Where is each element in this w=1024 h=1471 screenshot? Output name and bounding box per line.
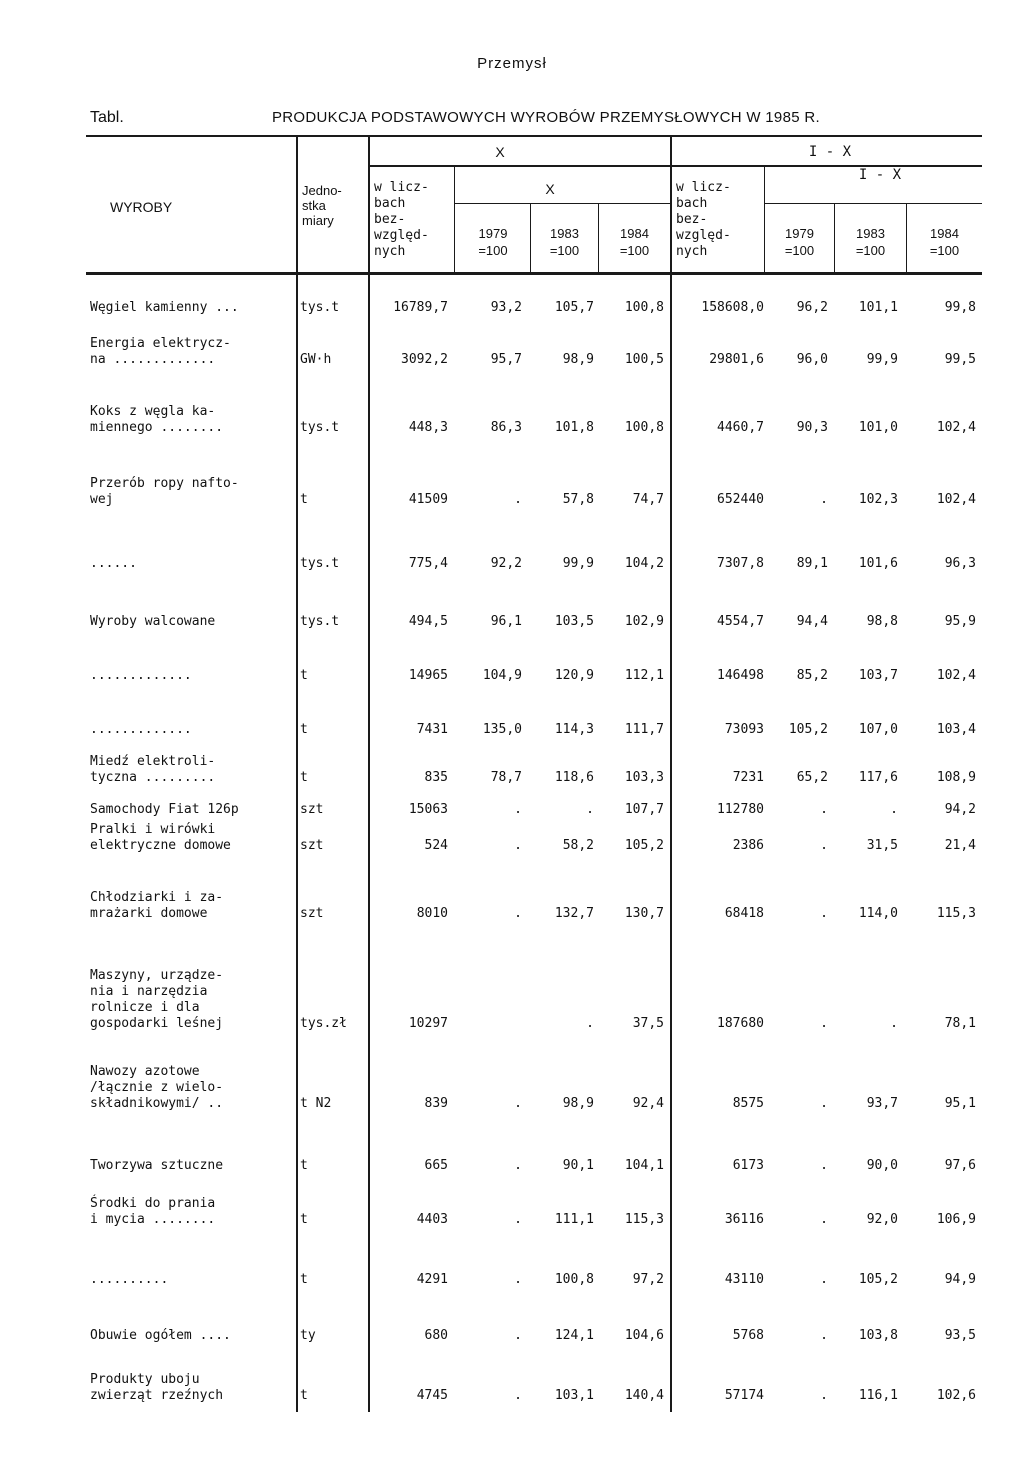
row-unit: ty [300, 1328, 316, 1343]
table-cell: 102,4 [936, 668, 976, 683]
table-cell: 68418 [724, 906, 764, 921]
table-cell: 104,1 [624, 1158, 664, 1173]
table-cell: . [514, 492, 522, 507]
table-cell: . [586, 802, 594, 817]
header-1979-x: 1979 =100 [478, 226, 508, 258]
row-label: Chłodziarki i za- mrażarki domowe [90, 890, 224, 921]
row-unit: t [300, 770, 308, 785]
table-cell: 10297 [408, 1016, 448, 1031]
row-label: Miedź elektroli- tyczna ......... [90, 754, 216, 785]
table-cell: 3092,2 [401, 352, 448, 367]
rule-x-sub [454, 203, 670, 204]
row-label: Koks z węgla ka- miennego ........ [90, 404, 224, 435]
table-cell: 29801,6 [709, 352, 764, 367]
table-cell: 115,3 [624, 1212, 664, 1227]
table-cell: . [820, 838, 828, 853]
table-cell: 94,4 [796, 614, 828, 629]
header-1983-x: 1983 =100 [549, 226, 580, 258]
row-unit: t [300, 668, 308, 683]
row-label: Produkty uboju zwierząt rzeźnych [90, 1372, 224, 1403]
table-cell: 65,2 [796, 770, 828, 785]
header-absolute-x: w licz- bach bez- względ- nych [374, 180, 429, 259]
table-cell: 36116 [724, 1212, 764, 1227]
table-cell: 16789,7 [393, 300, 448, 315]
rule-ix-group [672, 165, 982, 167]
table-cell: 130,7 [624, 906, 664, 921]
table-cell: . [514, 802, 522, 817]
table-cell: 78,1 [944, 1016, 976, 1031]
row-label: Maszyny, urządze- nia i narzędzia rolnicze i dla gospodarki leśnej [90, 968, 224, 1031]
rule-v-products [296, 137, 298, 1412]
table-cell: 100,8 [554, 1272, 594, 1287]
table-cell: 57,8 [562, 492, 594, 507]
rule-v-h1 [454, 167, 455, 272]
table-cell: 835 [424, 770, 448, 785]
table-cell: 98,9 [562, 352, 594, 367]
table-cell: 103,7 [858, 668, 898, 683]
table-cell: 90,1 [562, 1158, 594, 1173]
table-cell: 124,1 [554, 1328, 594, 1343]
table-cell: 120,9 [554, 668, 594, 683]
table-cell: 4745 [416, 1388, 448, 1403]
table-cell: . [820, 906, 828, 921]
row-label: Przerób ropy nafto- wej [90, 476, 239, 507]
table-cell: 839 [424, 1096, 448, 1111]
header-1983-ix: 1983 =100 [855, 226, 886, 258]
table-cell: 102,4 [936, 492, 976, 507]
table-cell: . [820, 492, 828, 507]
table-cell: 4460,7 [717, 420, 764, 435]
row-unit: t [300, 722, 308, 737]
table-cell: 103,3 [624, 770, 664, 785]
table-cell: 106,9 [936, 1212, 976, 1227]
row-label: Samochody Fiat 126p [90, 802, 239, 817]
table-cell: . [514, 1272, 522, 1287]
table-cell: . [820, 1096, 828, 1111]
table-cell: 775,4 [408, 556, 448, 571]
row-unit: t [300, 1388, 308, 1403]
table-cell: 118,6 [554, 770, 594, 785]
row-unit: t N2 [300, 1096, 332, 1111]
table-cell: . [820, 802, 828, 817]
table-cell: 14965 [408, 668, 448, 683]
table-cell: 100,5 [624, 352, 664, 367]
table-cell: 6173 [732, 1158, 764, 1173]
table-cell: 85,2 [796, 668, 828, 683]
page-header: Przemysł [477, 55, 547, 72]
table-cell: 96,3 [944, 556, 976, 571]
table-cell: 100,8 [624, 300, 664, 315]
table-cell: . [514, 1388, 522, 1403]
table-cell: 95,1 [944, 1096, 976, 1111]
table-cell: 57174 [724, 1388, 764, 1403]
table-cell: 103,1 [554, 1388, 594, 1403]
table-cell: 43110 [724, 1272, 764, 1287]
table-cell: 73093 [724, 722, 764, 737]
table-cell: 112780 [717, 802, 764, 817]
table-cell: 92,0 [866, 1212, 898, 1227]
table-cell: 117,6 [858, 770, 898, 785]
table-cell: 105,2 [788, 722, 828, 737]
row-unit: tys.t [300, 420, 340, 435]
table-cell: 99,9 [562, 556, 594, 571]
table-cell: 111,7 [624, 722, 664, 737]
table-cell: . [586, 1016, 594, 1031]
table-cell: 15063 [408, 802, 448, 817]
table-cell: . [820, 1016, 828, 1031]
table-cell: 107,7 [624, 802, 664, 817]
table-cell: 2386 [732, 838, 764, 853]
table-cell: 99,9 [866, 352, 898, 367]
row-unit: tys.t [300, 556, 340, 571]
table-cell: 132,7 [554, 906, 594, 921]
row-unit: szt [300, 838, 324, 853]
table-label: Tabl. [90, 109, 124, 126]
table-cell: 86,3 [490, 420, 522, 435]
table-cell: 58,2 [562, 838, 594, 853]
table-cell: 100,8 [624, 420, 664, 435]
table-cell: 680 [424, 1328, 448, 1343]
table-cell: . [820, 1212, 828, 1227]
table-cell: 4291 [416, 1272, 448, 1287]
row-label: ............. [90, 722, 192, 737]
table-cell: 116,1 [858, 1388, 898, 1403]
table-cell: 74,7 [632, 492, 664, 507]
table-cell: 96,2 [796, 300, 828, 315]
row-label: Obuwie ogółem .... [90, 1328, 231, 1343]
table-cell: 101,8 [554, 420, 594, 435]
table-cell: . [890, 802, 898, 817]
table-cell: 101,6 [858, 556, 898, 571]
table-cell: . [514, 1158, 522, 1173]
table-cell: 98,8 [866, 614, 898, 629]
table-cell: 103,4 [936, 722, 976, 737]
header-sub-ix: I - X [858, 167, 902, 183]
table-cell: 92,4 [632, 1096, 664, 1111]
table-cell: 135,0 [482, 722, 522, 737]
table-cell: 114,3 [554, 722, 594, 737]
row-label: Środki do prania i mycia ........ [90, 1196, 216, 1227]
table-cell: . [514, 906, 522, 921]
table-cell: 111,1 [554, 1212, 594, 1227]
table-cell: 78,7 [490, 770, 522, 785]
table-cell: 96,0 [796, 352, 828, 367]
table-cell: 101,1 [858, 300, 898, 315]
row-unit: szt [300, 802, 324, 817]
table-cell: 5768 [732, 1328, 764, 1343]
table-cell: 95,9 [944, 614, 976, 629]
table-cell: 90,0 [866, 1158, 898, 1173]
row-unit: tys.t [300, 300, 340, 315]
table-cell: 652440 [717, 492, 764, 507]
row-unit: t [300, 1272, 308, 1287]
table-cell: 101,0 [858, 420, 898, 435]
table-cell: 494,5 [408, 614, 448, 629]
table-cell: 37,5 [632, 1016, 664, 1031]
table-cell: 102,6 [936, 1388, 976, 1403]
table-cell: 8010 [416, 906, 448, 921]
row-unit: t [300, 1158, 308, 1173]
header-1984-ix: 1984 =100 [929, 226, 960, 258]
table-cell: 104,6 [624, 1328, 664, 1343]
table-cell: 94,9 [944, 1272, 976, 1287]
table-cell: 103,5 [554, 614, 594, 629]
rule-ix-sub [764, 203, 982, 204]
table-cell: 90,3 [796, 420, 828, 435]
row-label: ............. [90, 668, 192, 683]
table-cell: 4403 [416, 1212, 448, 1227]
table-cell: 112,1 [624, 668, 664, 683]
table-cell: . [514, 838, 522, 853]
table-cell: 7231 [732, 770, 764, 785]
table-title: PRODUKCJA PODSTAWOWYCH WYROBÓW PRZEMYSŁOWYCH W 1985 R. [272, 109, 820, 126]
table-cell: . [820, 1328, 828, 1343]
table-cell: 97,2 [632, 1272, 664, 1287]
table-cell: 7431 [416, 722, 448, 737]
table-cell: 7307,8 [717, 556, 764, 571]
table-cell: 107,0 [858, 722, 898, 737]
rule-v-x [670, 137, 672, 1412]
table-cell: 8575 [732, 1096, 764, 1111]
rule-x-group [368, 165, 670, 167]
table-cell: 4554,7 [717, 614, 764, 629]
table-cell: 89,1 [796, 556, 828, 571]
table-cell: 105,2 [858, 1272, 898, 1287]
table-cell: 102,3 [858, 492, 898, 507]
header-products: WYROBY [110, 199, 173, 215]
table-cell: 105,7 [554, 300, 594, 315]
table-cell: . [890, 1016, 898, 1031]
table-cell: . [514, 1212, 522, 1227]
header-period-ix: I - X [808, 144, 852, 160]
header-absolute-ix: w licz- bach bez- względ- nych [676, 180, 731, 259]
table-cell: 94,2 [944, 802, 976, 817]
table-cell: 104,2 [624, 556, 664, 571]
table-cell: 102,4 [936, 420, 976, 435]
row-unit: tys.t [300, 614, 340, 629]
table-cell: 96,1 [490, 614, 522, 629]
table-cell: 93,2 [490, 300, 522, 315]
table-cell: 102,9 [624, 614, 664, 629]
table-cell: 98,9 [562, 1096, 594, 1111]
table-cell: . [820, 1272, 828, 1287]
header-unit: Jedno- stka miary [302, 183, 342, 228]
row-label: Pralki i wirówki elektryczne domowe [90, 822, 231, 853]
table-cell: 97,6 [944, 1158, 976, 1173]
table-cell: 21,4 [944, 838, 976, 853]
row-label: Węgiel kamienny ... [90, 300, 239, 315]
rule-top [86, 135, 982, 137]
table-cell: 158608,0 [701, 300, 764, 315]
rule-header-bottom [86, 272, 982, 275]
row-unit: szt [300, 906, 324, 921]
table-cell: 95,7 [490, 352, 522, 367]
table-cell: 104,9 [482, 668, 522, 683]
header-sub-x: X [545, 181, 555, 197]
table-cell: 115,3 [936, 906, 976, 921]
table-cell: 140,4 [624, 1388, 664, 1403]
table-cell: 448,3 [408, 420, 448, 435]
table-cell: 99,8 [944, 300, 976, 315]
row-unit: t [300, 1212, 308, 1227]
table-cell: 92,2 [490, 556, 522, 571]
table-cell: . [820, 1388, 828, 1403]
table-cell: 105,2 [624, 838, 664, 853]
table-cell: 103,8 [858, 1328, 898, 1343]
table-cell: . [820, 1158, 828, 1173]
table-cell: 665 [424, 1158, 448, 1173]
row-label: Tworzywa sztuczne [90, 1158, 224, 1173]
table-cell: 114,0 [858, 906, 898, 921]
table-cell: . [514, 1096, 522, 1111]
table-cell: 99,5 [944, 352, 976, 367]
row-unit: tys.zł [300, 1016, 347, 1031]
table-cell: 524 [424, 838, 448, 853]
table-cell: 146498 [717, 668, 764, 683]
table-cell: 108,9 [936, 770, 976, 785]
table-cell: 93,5 [944, 1328, 976, 1343]
row-label: Nawozy azotowe /łącznie z wielo- składnikowymi/ .. [90, 1064, 224, 1111]
row-label: ...... [90, 556, 137, 571]
row-label: .......... [90, 1272, 169, 1287]
header-period-x: X [495, 144, 505, 160]
table-cell: 31,5 [866, 838, 898, 853]
table-cell: . [514, 1328, 522, 1343]
header-1984-x: 1984 =100 [619, 226, 650, 258]
row-label: Energia elektrycz- na ............. [90, 336, 231, 367]
row-unit: t [300, 492, 308, 507]
header-1979-ix: 1979 =100 [784, 226, 815, 258]
table-cell: 41509 [408, 492, 448, 507]
table-cell: 93,7 [866, 1096, 898, 1111]
row-unit: GW·h [300, 352, 332, 367]
table-cell: 187680 [717, 1016, 764, 1031]
row-label: Wyroby walcowane [90, 614, 216, 629]
